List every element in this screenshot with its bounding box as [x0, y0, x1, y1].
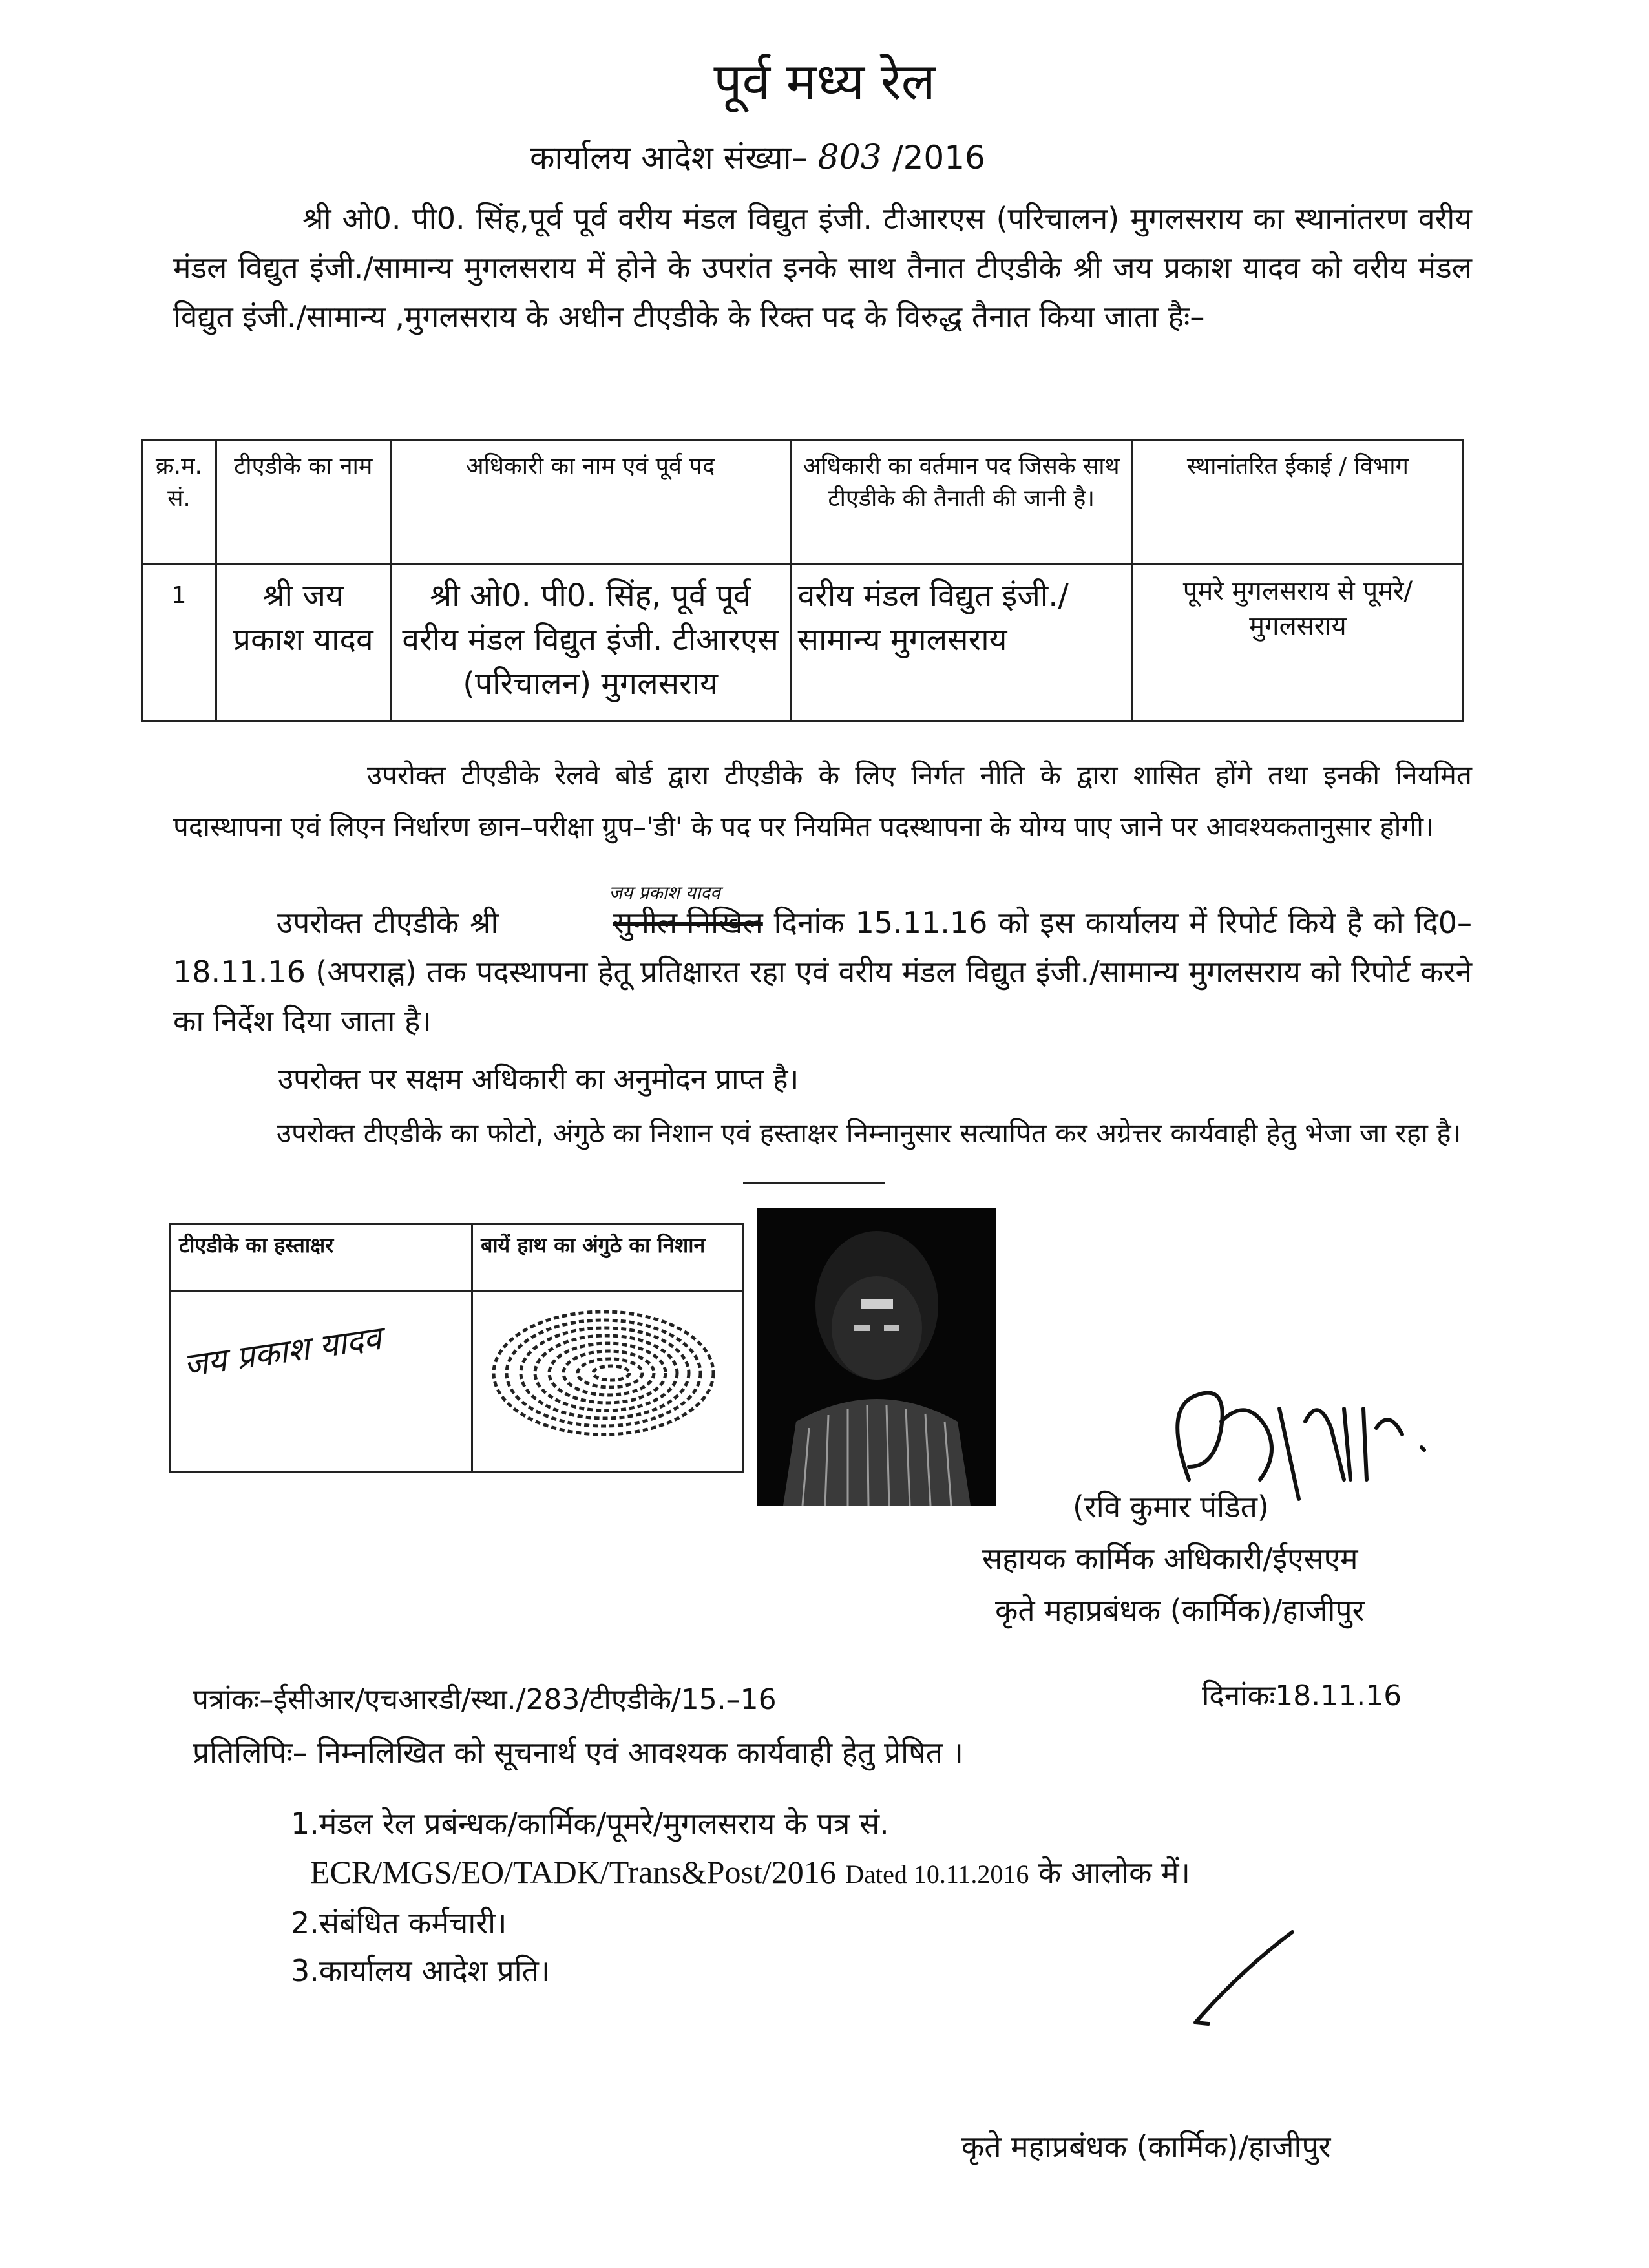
name-correction [509, 882, 763, 947]
footer-signatory: कृते महाप्रबंधक (कार्मिक)/हाजीपुर [961, 2129, 1331, 2164]
handwritten-correction: जय प्रकाश यादव [609, 882, 720, 903]
letter-reference: पत्रांकः–ईसीआर/एचआरडी/स्था./283/टीएडीके/15.–16 [193, 1683, 777, 1716]
col-officer-name: अधिकारी का नाम एवं पूर्व पद [390, 441, 790, 564]
initial-stroke [1182, 1926, 1299, 2035]
order-year: /2016 [892, 139, 985, 176]
signatory-for: कृते महाप्रबंधक (कार्मिक)/हाजीपुर [995, 1593, 1365, 1628]
transfer-table [141, 439, 1464, 722]
photo-verification-paragraph: उपरोक्त टीएडीके का फोटो, अंगुठे का निशान एवं हस्ताक्षर निम्नानुसार सत्यापित कर अग्रेत्तर कार्यवाही हेतु भेजा जा रहा है। [277, 1117, 1462, 1149]
signature-header: टीएडीके का हस्ताक्षर [171, 1224, 472, 1291]
signature-thumb-table [169, 1223, 744, 1473]
tadk-signature: जय प्रकाश यादव [181, 1319, 384, 1385]
thumb-header: बायें हाथ का अंगुठे का निशान [472, 1224, 744, 1291]
signatory-designation: सहायक कार्मिक अधिकारी/ईएसएम [982, 1541, 1358, 1576]
rules-paragraph: उपरोक्त टीएडीके रेलवे बोर्ड द्वारा टीएडीके के लिए निर्गत नीति के द्वारा शासित होंगे तथा इनकी नियमित पदास्थापना एवं लिएन निर्धारण छान–परीक्षा ग्रुप–'डी' के पद पर नियमित पदस्थापना के योग्य पाए जाने पर आवश्यकतानुसार होगी। [173, 759, 1472, 843]
approval-line: उपरोक्त पर सक्षम अधिकारी का अनुमोदन प्राप्त है। [278, 1063, 799, 1096]
table-row [142, 564, 1464, 722]
copy-item-2: 2.संबंधित कर्मचारी। [291, 1906, 507, 1940]
copy-item-3: 3.कार्यालय आदेश प्रति। [291, 1953, 551, 1988]
order-label: कार्यालय आदेश संख्या– [530, 139, 808, 176]
tadk-photo [757, 1208, 996, 1506]
table-header-row [142, 441, 1464, 564]
letter-date: दिनांकः18.11.16 [1202, 1679, 1402, 1712]
cell-serial: 1 [142, 564, 216, 722]
office-order-number [530, 134, 985, 178]
col-transfer-unit: स्थानांतरित ईकाई / विभाग [1132, 441, 1463, 564]
signatory-name: (रवि कुमार पंडित) [1073, 1489, 1269, 1524]
order-number-handwritten: 803 [817, 138, 882, 177]
cell-tadk-name: श्री जय प्रकाश यादव [216, 564, 390, 722]
col-current-post: अधिकारी का वर्तमान पद जिसके साथ टीएडीके की तैनाती की जानी है। [790, 441, 1132, 564]
signature-cell [171, 1291, 472, 1473]
blank-line [743, 1182, 885, 1184]
col-tadk-name: टीएडीके का नाम [216, 441, 390, 564]
intro-paragraph: श्री ओ0. पी0. सिंह,पूर्व पूर्व वरीय मंडल विद्युत इंजी. टीआरएस (परिचालन) मुगलसराय का स्थानांतरण वरीय मंडल विद्युत इंजी./सामान्य मुगलसराय में होने के उपरांत इनके साथ तैनात टीएडीके श्री जय प्रकाश यादव को वरीय मंडल विद्युत इंजी./सामान्य ,मुगलसराय के अधीन टीएडीके के रिक्त पद के विरुद्ध तैनात किया जाता हैः– [173, 201, 1472, 334]
reference-dated: Dated 10.11.2016 [845, 1860, 1029, 1889]
reference-suffix: के आलोक में। [1038, 1855, 1190, 1890]
cell-current-post: वरीय मंडल विद्युत इंजी./सामान्य मुगलसराय [790, 564, 1132, 722]
col-serial: क्र.म. सं. [142, 441, 216, 564]
reference-number: ECR/MGS/EO/TADK/Trans&Post/2016 [310, 1854, 836, 1890]
copy-item-1b [310, 1852, 1190, 1892]
thumbprint-image [481, 1297, 726, 1458]
copy-item-1a: 1.मंडल रेल प्रबंन्धक/कार्मिक/पूमरे/मुगलसराय के पत्र सं. [291, 1806, 889, 1841]
cell-officer: श्री ओ0. पी0. सिंह, पूर्व पूर्व वरीय मंडल विद्युत इंजी. टीआरएस (परिचालन) मुगलसराय [390, 564, 790, 722]
report-paragraph [173, 882, 1473, 1045]
report-prefix: उपरोक्त टीएडीके श्री [277, 905, 499, 940]
cell-transfer-unit: पूमरे मुगलसराय से पूमरे/मुगलसराय [1132, 564, 1463, 722]
thumb-cell [472, 1291, 744, 1473]
struck-name: सुनील निखिल [613, 905, 763, 940]
copy-to-line: प्रतिलिपिः– निम्नलिखित को सूचनार्थ एवं आवश्यक कार्यवाही हेतु प्रेषित । [193, 1735, 963, 1770]
letterhead-title: पूर्व मध्य रेल [713, 53, 936, 111]
report-suffix: दिनांक 15.11.16 को इस कार्यालय में रिपोर्ट किये है को दि0–18.11.16 (अपराह्न) तक पदस्थापना हेतू प्रतिक्षारत रहा एवं वरीय मंडल विद्युत इंजी./सामान्य मुगलसराय को रिपोर्ट करने का निर्देश दिया जाता है। [173, 905, 1473, 1038]
